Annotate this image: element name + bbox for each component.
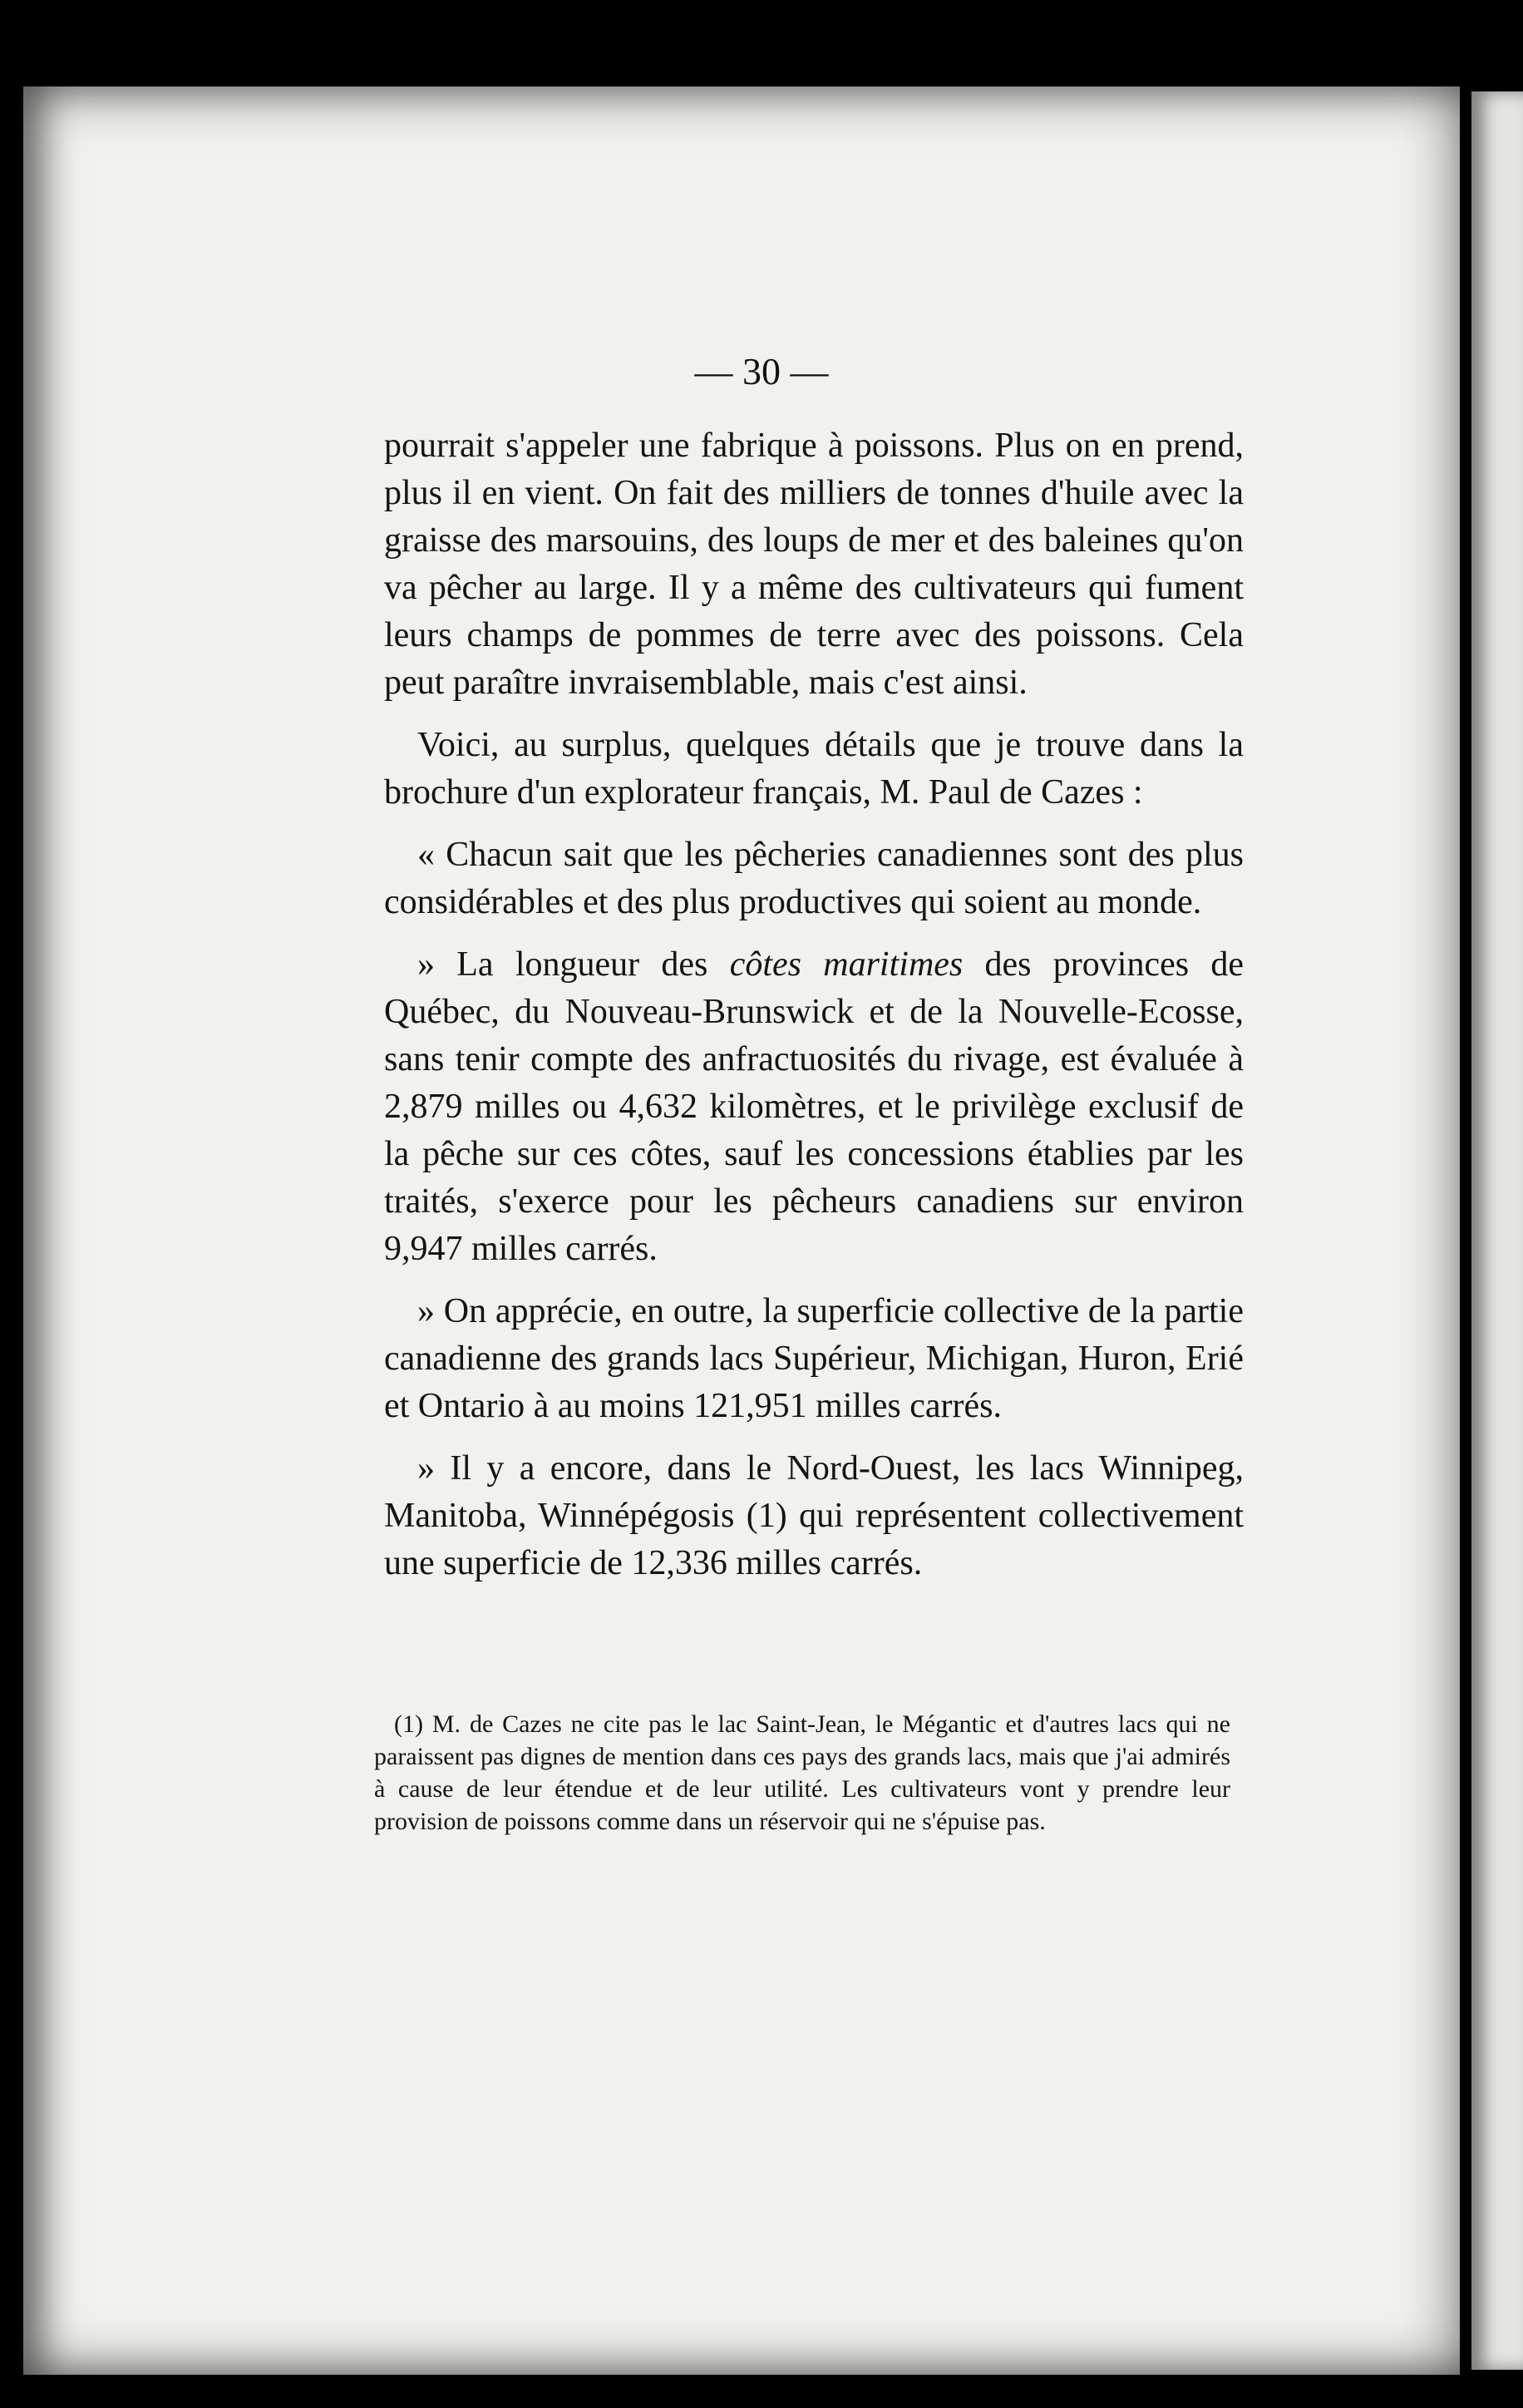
footnote — [374, 1708, 1230, 1838]
coast-text-before: » La longueur des — [417, 945, 730, 984]
paragraph-coast-length — [384, 941, 1244, 1273]
paragraph-details-intro: Voici, au surplus, quelques détails que je trouve dans la brochure d'un explorateur français, M. Paul de Cazes : — [384, 726, 1244, 812]
paragraph-northwest-lakes: » Il y a encore, dans le Nord-Ouest, les lacs Winnipeg, Manitoba, Winnépégosis (1) qui représentent collectivement une superficie de 12,336 milles carrés. — [384, 1449, 1244, 1582]
body-text — [384, 422, 1244, 1602]
paragraph-fisheries: « Chacun sait que les pêcheries canadiennes sont des plus considérables et des plus productives qui soient au monde. — [384, 836, 1244, 921]
paragraph-fish-factory: pourrait s'appeler une fabrique à poissons. Plus on en prend, plus il en vient. On fait des milliers de tonnes d'huile avec la graisse des marsouins, des loups de mer et des baleines qu'on va pêcher au large. Il y a même des cultivateurs qui fument leurs champs de pommes de terre avec des poissons. Cela peut paraître invraisemblable, mais c'est ainsi. — [384, 427, 1244, 702]
page-number: — 30 — — [694, 350, 829, 392]
coast-text-italic: côtes maritimes — [729, 945, 964, 984]
coast-text-after: des provinces de Québec, du Nouveau-Brunswick et de la Nouvelle-Ecosse, sans tenir compte des anfractuosités du rivage, est évaluée à 2,879 milles ou 4,632 kilomètres, et le privilège exclusif de la pêche sur ces côtes, sauf les concessions établies par les traités, s'exerce pour les pêcheurs canadiens sur environ 9,947 milles carrés. — [384, 945, 1244, 1268]
facing-page-edge — [1471, 91, 1523, 2370]
footnote-text: (1) M. de Cazes ne cite pas le lac Saint-Jean, le Mégantic et d'autres lacs qui ne paraissent pas dignes de mention dans ces pays des grands lacs, mais que j'ai admirés à cause de leur étendue et de leur utilité. Les cultivateurs vont y prendre leur provision de poissons comme dans un réservoir qui ne s'épuise pas. — [374, 1710, 1230, 1835]
paragraph-great-lakes: » On apprécie, en outre, la superficie collective de la partie canadienne des grands lacs Supérieur, Michigan, Huron, Erié et Ontario à au moins 121,951 milles carrés. — [384, 1292, 1244, 1425]
